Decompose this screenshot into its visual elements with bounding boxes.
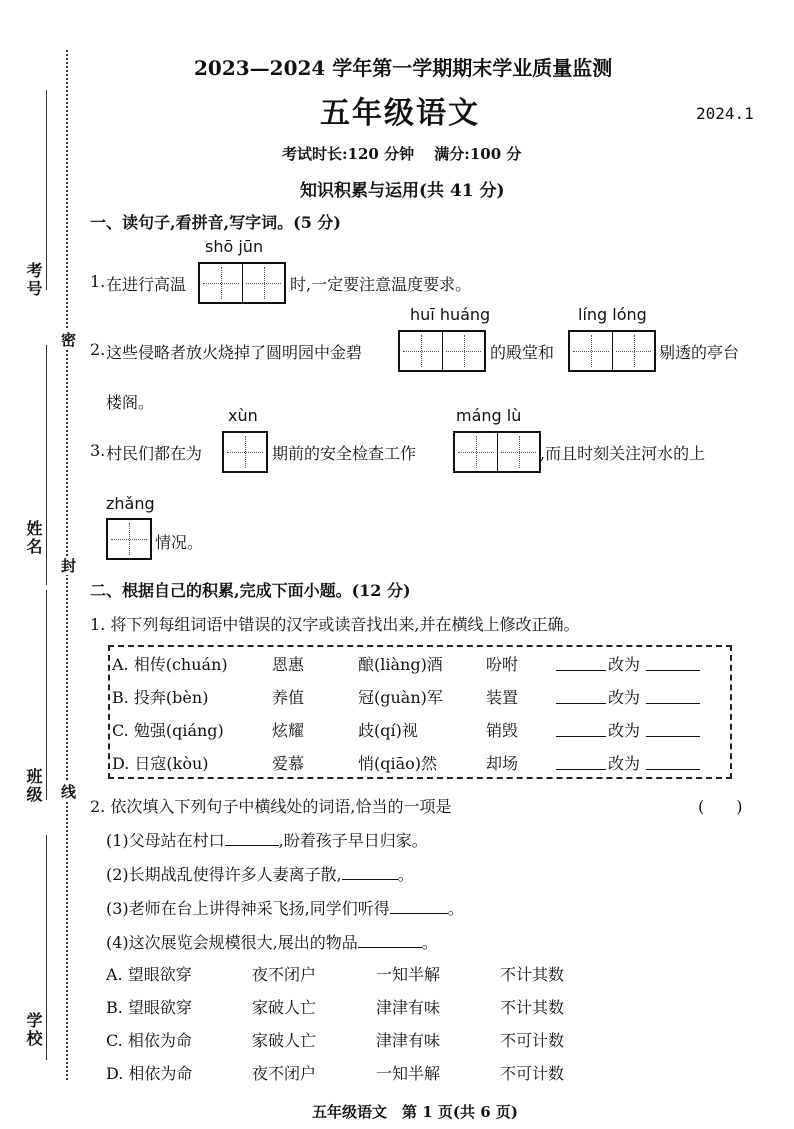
- answer-blank-before[interactable]: [556, 670, 606, 671]
- option-word: 津津有味: [376, 1031, 441, 1050]
- subject-title: 五年级语文: [320, 96, 480, 131]
- option-word: 不可计数: [500, 1031, 565, 1050]
- margin-label-class: 班级: [24, 768, 43, 804]
- sentence-text: (1)父母站在村口: [106, 831, 225, 850]
- writing-cell[interactable]: [108, 520, 150, 558]
- q3-pinyin-2: máng lù: [456, 406, 522, 425]
- option-word: 家破人亡: [252, 1031, 317, 1050]
- change-to-label: 改为: [608, 721, 641, 740]
- q3-pinyin-1: xùn: [228, 406, 258, 425]
- q1-number: 1.: [90, 272, 106, 291]
- q3-number: 3.: [90, 441, 106, 460]
- word-cell: 爱慕: [272, 754, 305, 773]
- q2-answer-grid-2[interactable]: [568, 330, 656, 372]
- writing-cell[interactable]: [242, 264, 284, 302]
- word-cell: 酿(liàng)酒: [358, 655, 443, 674]
- option-word: 家破人亡: [252, 998, 317, 1017]
- seal-char-mi: 密: [59, 332, 77, 347]
- word-cell: 装置: [486, 688, 519, 707]
- q2-pinyin-1: huī huáng: [410, 305, 491, 324]
- option-word: 津津有味: [376, 998, 441, 1017]
- seal-char-feng: 封: [59, 558, 77, 573]
- q1-answer-grid[interactable]: [198, 262, 286, 304]
- word-cell: 冠(guàn)军: [358, 688, 443, 707]
- exam-date: 2024.1: [696, 104, 754, 123]
- exam-info: 考试时长:120 分钟 满分:100 分: [282, 145, 522, 163]
- part2-q1-text: 1. 将下列每组词语中错误的汉字或读音找出来,并在横线上修改正确。: [90, 615, 580, 634]
- sentence-text: 。: [397, 865, 414, 884]
- word-cell: 养值: [272, 688, 305, 707]
- school-line: [46, 835, 47, 1060]
- exam-number-line: [46, 90, 47, 290]
- q2-pinyin-2: líng lóng: [578, 305, 647, 324]
- option-word: 夜不闭户: [252, 1064, 317, 1083]
- q3-answer-grid-1[interactable]: [222, 431, 268, 473]
- word-cell: 却场: [486, 754, 519, 773]
- option-choice[interactable]: C. 相依为命: [106, 1031, 192, 1050]
- exam-title: 2023—2024 学年第一学期期末学业质量监测: [194, 56, 613, 80]
- part2-q2-text: 2. 依次填入下列句子中横线处的词语,恰当的一项是: [90, 797, 452, 816]
- word-cell: D. 日寇(kòu): [112, 754, 209, 773]
- option-choice[interactable]: B. 望眼欲穿: [106, 998, 192, 1017]
- writing-cell[interactable]: [224, 433, 266, 471]
- answer-bracket[interactable]: ( ): [698, 797, 743, 816]
- word-cell: 吩咐: [486, 655, 519, 674]
- name-line: [46, 345, 47, 585]
- sentence-blank[interactable]: [358, 947, 422, 948]
- q2-text-after: 剔透的亭台: [659, 343, 740, 362]
- margin-label-name: 姓名: [24, 520, 43, 556]
- answer-blank-after[interactable]: [646, 670, 700, 671]
- writing-cell[interactable]: [497, 433, 539, 471]
- part1-heading: 一、读句子,看拼音,写字词。(5 分): [90, 213, 341, 232]
- q3-pinyin-3: zhǎng: [106, 494, 155, 513]
- writing-cell[interactable]: [612, 332, 654, 370]
- q2-number: 2.: [90, 340, 106, 359]
- q2-text-before: 这些侵略者放火烧掉了圆明园中金碧: [106, 343, 363, 362]
- seal-char-xian: 线: [59, 784, 77, 799]
- q1-text-after: 时,一定要注意温度要求。: [290, 275, 472, 294]
- sentence-blank[interactable]: [342, 879, 398, 880]
- option-word: 不可计数: [500, 1064, 565, 1083]
- change-to-label: 改为: [608, 655, 641, 674]
- sentence-text: (4)这次展览会规模很大,展出的物品: [106, 933, 358, 952]
- option-choice[interactable]: D. 相依为命: [106, 1064, 193, 1083]
- part2-heading: 二、根据自己的积累,完成下面小题。(12 分): [90, 581, 411, 600]
- writing-cell[interactable]: [570, 332, 612, 370]
- answer-blank-before[interactable]: [556, 736, 606, 737]
- writing-cell[interactable]: [400, 332, 442, 370]
- word-cell: B. 投奔(bèn): [112, 688, 209, 707]
- answer-blank-before[interactable]: [556, 769, 606, 770]
- answer-blank-after[interactable]: [646, 736, 700, 737]
- page-footer: 五年级语文 第 1 页(共 6 页): [312, 1103, 518, 1121]
- q3-text-line2: 情况。: [155, 533, 204, 552]
- fill-sentence: [106, 930, 438, 953]
- q2-text-line2: 楼阁。: [106, 393, 155, 412]
- margin-label-exam-number: 考号: [24, 262, 43, 298]
- q1-text-before: 在进行高温: [106, 275, 187, 294]
- writing-cell[interactable]: [442, 332, 484, 370]
- q2-text-middle: 的殿堂和: [490, 343, 555, 362]
- word-cell: 销毁: [486, 721, 519, 740]
- word-cell: C. 勉强(qiáng): [112, 721, 224, 740]
- sentence-blank[interactable]: [225, 845, 279, 846]
- option-word: 一知半解: [376, 1064, 441, 1083]
- q1-pinyin: shō jūn: [205, 237, 264, 256]
- sentence-text: 。: [421, 933, 438, 952]
- q3-answer-grid-2[interactable]: [453, 431, 541, 473]
- sentence-blank[interactable]: [390, 913, 448, 914]
- q3-answer-grid-3[interactable]: [106, 518, 152, 560]
- word-cell: A. 相传(chuán): [112, 655, 228, 674]
- q3-text-middle: 期前的安全检查工作: [272, 444, 417, 463]
- sentence-text: ,盼着孩子早日归家。: [278, 831, 428, 850]
- fill-sentence: [106, 862, 414, 885]
- answer-blank-after[interactable]: [646, 769, 700, 770]
- option-word: 不计其数: [500, 998, 565, 1017]
- writing-cell[interactable]: [455, 433, 497, 471]
- sentence-text: (2)长期战乱使得许多人妻离子散,: [106, 865, 342, 884]
- word-cell: 炫耀: [272, 721, 305, 740]
- option-word: 夜不闭户: [252, 965, 317, 984]
- q3-text-before: 村民们都在为: [106, 444, 203, 463]
- change-to-label: 改为: [608, 688, 641, 707]
- q3-text-after: ,而且时刻关注河水的上: [540, 444, 706, 463]
- sentence-text: (3)老师在台上讲得神采飞扬,同学们听得: [106, 899, 390, 918]
- fill-sentence: [106, 896, 464, 919]
- q2-answer-grid-1[interactable]: [398, 330, 486, 372]
- option-choice[interactable]: A. 望眼欲穿: [106, 965, 192, 984]
- word-cell: 悄(qiāo)然: [358, 754, 438, 773]
- sentence-text: 。: [447, 899, 464, 918]
- class-line: [46, 590, 47, 800]
- section-title: 知识积累与运用(共 41 分): [300, 181, 505, 201]
- fill-sentence: [106, 828, 428, 851]
- change-to-label: 改为: [608, 754, 641, 773]
- writing-cell[interactable]: [200, 264, 242, 302]
- option-word: 一知半解: [376, 965, 441, 984]
- answer-blank-after[interactable]: [646, 703, 700, 704]
- answer-blank-before[interactable]: [556, 703, 606, 704]
- margin-label-school: 学校: [24, 1012, 43, 1048]
- word-cell: 恩惠: [272, 655, 305, 674]
- option-word: 不计其数: [500, 965, 565, 984]
- word-cell: 歧(qí)视: [358, 721, 418, 740]
